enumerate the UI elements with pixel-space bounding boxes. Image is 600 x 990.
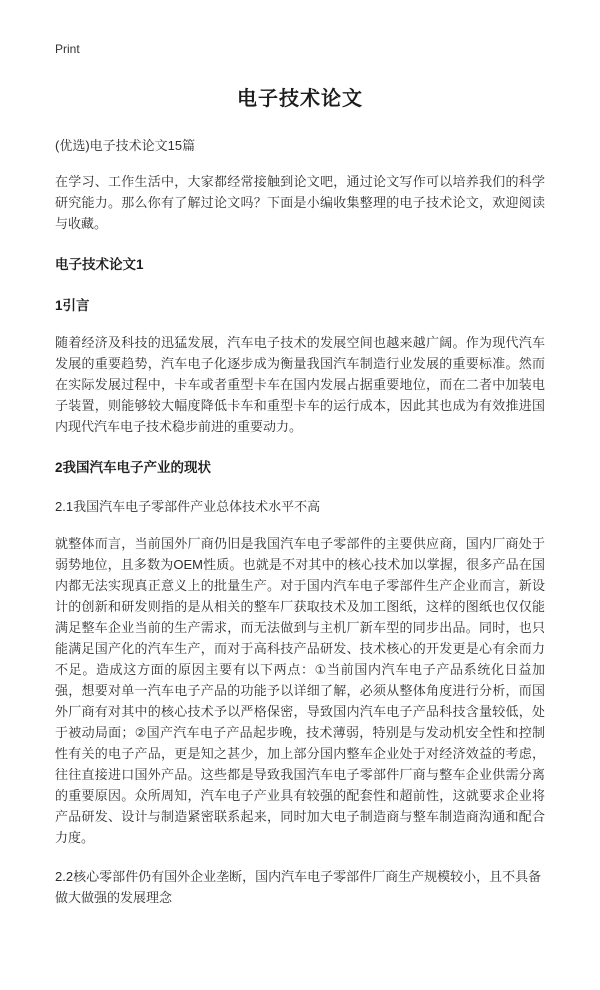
doc-intro-paragraph: 在学习、工作生活中，大家都经常接触到论文吧，通过论文写作可以培养我们的科学研究能力。那么你有了解过论文吗？下面是小编收集整理的电子技术论文，欢迎阅读与收藏。 — [55, 174, 545, 231]
section2-1-heading: 2.1我国汽车电子零部件产业总体技术水平不高 — [55, 499, 321, 514]
page-title: 电子技术论文 — [237, 88, 363, 110]
section1-body-paragraph: 随着经济及科技的迅猛发展，汽车电子技术的发展空间也越来越广阔。作为现代汽车发展的重要趋势，汽车电子化逐步成为衡量我国汽车制造行业发展的重要标准。然而在实际发展过程中，卡车或者重型卡车在国内发展占据重要地位，而在二者中加装电子装置，则能够较大幅度降低卡车和重型卡车的运行成本，因此其也成为有效推进国内现代汽车电子技术稳步前进的重要动力。 — [55, 335, 545, 434]
section2-1-body-paragraph: 就整体而言，当前国外厂商仍旧是我国汽车电子零部件的主要供应商，国内厂商处于弱势地位，且多数为OEM性质。也就是不对其中的核心技术加以掌握，很多产品在国内都无法实现真正意义上的批量生产。对于国内汽车电子零部件生产企业而言，新设计的创新和研发则指的是从相关的整车厂获取技术及加工图纸，这样的图纸也仅仅能满足整车企业当前的生产需求，而无法做到与主机厂新车型的同步出品。同时，也只能满足国产化的汽车生产，而对于高科技产品研发、技术核心的开发更是心有余而力不足。造成这方面的原因主要有以下两点：①当前国内汽车电子产品系统化日益加强，想要对单一汽车电子产品的功能予以详细了解，必须从整体角度进行分析，而国外厂商有对其中的核心技术予以严格保密，导致国内汽车电子产品科技含量较低，处于被动局面；②国产汽车电子产品起步晚，技术薄弱，特别是与发动机安全性和控制性有关的电子产品，更是知之甚少，加上部分国内整车企业处于对经济效益的考虑，往往直接进口国外产品。这些都是导致我国汽车电子零部件厂商与整车企业供需分离的重要原因。众所周知，汽车电子产业具有较强的配套性和超前性，这就要求企业将产品研发、设计与制造紧密联系起来，同时加大电子制造商与整车制造商沟通和配合力度。 — [55, 536, 545, 845]
section2-2-heading: 2.2核心零部件仍有国外企业垄断，国内汽车电子零部件厂商生产规模较小，且不具备做大做强的发展理念 — [55, 869, 542, 905]
doc-meta-line: (优选)电子技术论文15篇 — [55, 138, 196, 153]
article1-heading: 电子技术论文1 — [55, 257, 144, 272]
section2-heading: 2我国汽车电子产业的现状 — [55, 460, 212, 475]
section1-heading: 1引言 — [55, 298, 90, 313]
bottom-whitespace — [55, 924, 545, 954]
print-button[interactable]: Print — [55, 42, 80, 56]
